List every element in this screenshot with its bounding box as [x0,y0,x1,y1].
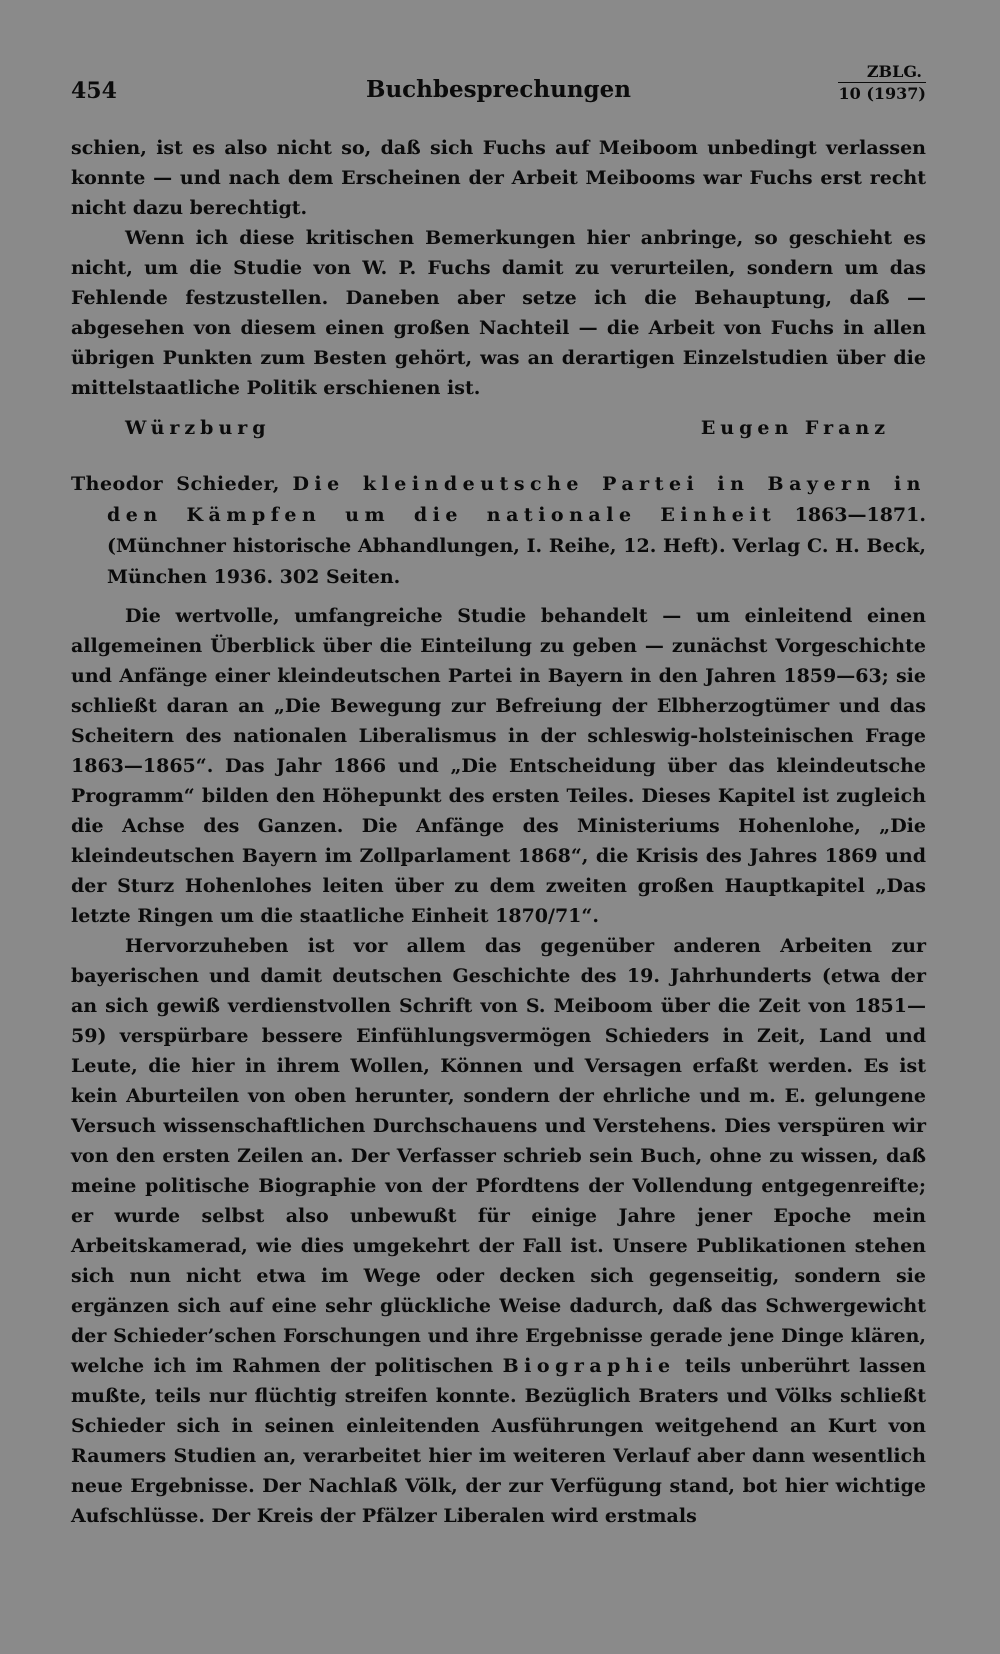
journal-abbreviation: ZBLG. [866,62,922,81]
review-paragraph-2-part-a: Hervorzuheben ist vor allem das gegenüber anderen Arbeiten zur bayerischen und damit deutschen Geschichte des 19. Jahrhunderts (etwa der an sich gewiß verdienstvollen Schrift von S. Meiboom über die Zeit von 1851—59) verspürbare bessere Einfühlungsvermögen Schieders in Zeit, Land und Leute, die hier in ihrem Wollen, Können und Versagen erfaßt werden. Es ist kein Aburteilen von oben herunter, sondern der ehrliche und m. E. gelungene Versuch wissenschaftlichen Durchschauens und Verstehens. Dies verspüren wir von den ersten Zeilen an. Der Verfasser schrieb sein Buch, ohne zu wissen, daß meine politische Biographie von der Pfordtens der Vollendung entgegenreifte; er wurde selbst also unbewußt für einige Jahre jener Epoche mein Arbeitskamerad, wie dies umgekehrt der Fall ist. Unsere Publikationen stehen sich nun nicht etwa im Wege oder decken sich gegenseitig, sondern sie ergänzen sich auf eine sehr glückliche Weise dadurch, daß das Schwergewicht der Schieder’schen Forschungen und ihre Ergebnisse gerade jene Dinge klären, welche ich im Rahmen der politischen [71,935,926,1377]
review-signature [71,413,926,443]
signature-reviewer: Eugen Franz [700,417,890,439]
running-title: Buchbesprechungen [366,76,631,103]
book-page [71,62,926,1531]
review-paragraph-2 [71,931,926,1531]
review-body [71,601,926,1531]
journal-volume: 10 (1937) [838,84,926,103]
review-paragraph-2-emphasis: Biographie [502,1355,676,1377]
review-paragraph-2-part-b: teils unberührt lassen mußte, teils nur flüchtig streifen konnte. Bezüglich Braters und Völks schließt Schieder sich in seinen einleitenden Ausführungen weitgehend an Kurt von Raumers Studien an, verarbeitet hier im weiteren Verlauf aber dann wesentlich neue Ergebnisse. Der Nachlaß Völk, der zur Verfügung stand, bot hier wichtige Aufschlüsse. Der Kreis der Pfälzer Liberalen wird erstmals [71,1355,926,1527]
review-heading [71,469,926,593]
reviewed-title: Die kleindeutsche Partei in Bayern in den Kämpfen um die nationale Einheit [107,473,926,526]
journal-reference [838,62,926,104]
page-header [71,62,926,110]
carryover-paragraph-1: schien, ist es also nicht so, daß sich Fuchs auf Meiboom unbedingt verlassen konnte — und nach dem Erscheinen der Arbeit Meibooms war Fuchs erst recht nicht dazu berechtigt. [71,137,926,219]
page-number: 454 [71,78,117,104]
signature-place: Würzburg [125,417,271,439]
review-paragraph-1: Die wertvolle, umfangreiche Studie behandelt — um einleitend einen allgemeinen Überblick über die Einteilung zu geben — zunächst Vorgeschichte und Anfänge einer kleindeutschen Partei in Bayern in den Jahren 1859—63; sie schließt daran an „Die Bewegung zur Befreiung der Elbherzogtümer und das Scheitern des nationalen Liberalismus in der schleswig-holsteinischen Frage 1863—1865“. Das Jahr 1866 und „Die Entscheidung über das kleindeutsche Programm“ bilden den Höhepunkt des ersten Teiles. Dieses Kapitel ist zugleich die Achse des Ganzen. Die Anfänge des Ministeriums Hohenlohe, „Die kleindeutschen Bayern im Zollparlament 1868“, die Krisis des Jahres 1869 und der Sturz Hohenlohes leiten über zu dem zweiten großen Hauptkapitel „Das letzte Ringen um die staatliche Einheit 1870/71“. [71,605,926,927]
reviewed-years: 1863—1871. [776,504,926,526]
reviewed-bibliography: (Münchner historische Abhandlungen, I. Reihe, 12. Heft). Verlag C. H. Beck, München 1936. 302 Seiten. [107,535,926,588]
carryover-paragraph-2: Wenn ich diese kritischen Bemerkungen hier anbringe, so geschieht es nicht, um die Studie von W. P. Fuchs damit zu verurteilen, sondern um das Fehlende festzustellen. Daneben aber setze ich die Behauptung, daß — abgesehen von diesem einen großen Nachteil — die Arbeit von Fuchs in allen übrigen Punkten zum Besten gehört, was an derartigen Einzelstudien über die mittelstaatliche Politik erschienen ist. [71,227,926,399]
reviewed-author: Theodor Schieder, [71,473,280,495]
